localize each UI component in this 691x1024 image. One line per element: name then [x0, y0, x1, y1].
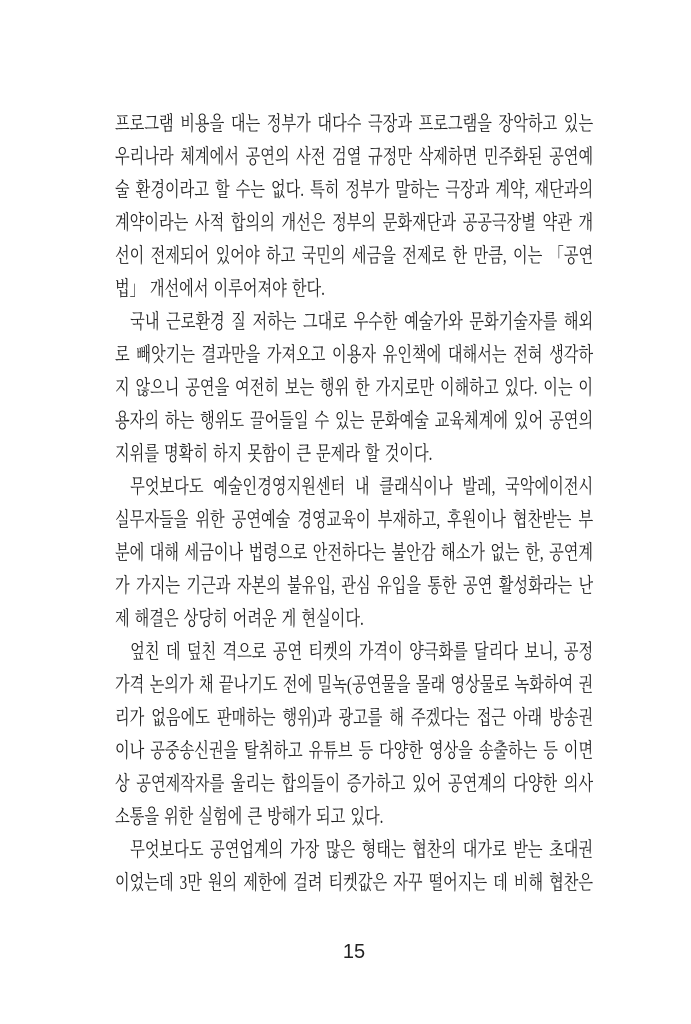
word: 많은	[325, 839, 356, 861]
word: 행위도	[200, 410, 245, 432]
word: 있는	[335, 410, 365, 432]
word: 있어야	[215, 245, 260, 267]
word: 없음에도	[151, 707, 210, 729]
word: 유인책에	[382, 344, 442, 366]
word: 소통을	[115, 806, 159, 828]
text-line	[115, 801, 593, 834]
word: 제	[115, 608, 130, 630]
word: 유입을	[376, 575, 421, 597]
word: 있는	[563, 113, 594, 135]
word: 재단과의	[534, 179, 594, 201]
word: 말하는	[395, 179, 440, 201]
word: 합의의	[230, 212, 275, 234]
text-line	[115, 339, 593, 372]
word: 채	[198, 674, 214, 696]
word: 국내	[130, 311, 160, 333]
word: 계약,	[495, 179, 529, 201]
word: 있다.	[350, 806, 384, 828]
word: 송출하는	[478, 740, 538, 762]
word: 이해하고	[439, 377, 499, 399]
word: 끌어들일	[249, 410, 309, 432]
word: 있다.	[504, 377, 538, 399]
word: 관심	[341, 575, 371, 597]
word: 형태는	[361, 839, 406, 861]
text-line	[115, 834, 593, 867]
word: 수는	[235, 179, 265, 201]
word: 비해	[513, 872, 544, 894]
word: 않으니	[135, 377, 180, 399]
word: 세금이나	[184, 542, 244, 564]
word: 대가로	[462, 839, 507, 861]
word: 있어	[513, 410, 544, 432]
word: 가장	[289, 839, 320, 861]
word: 개선에서	[149, 278, 209, 300]
word: 덮친	[186, 641, 217, 663]
word: 개선은	[281, 212, 326, 234]
word: 데	[493, 872, 508, 894]
word: 명확히	[164, 443, 209, 465]
word: 가격이	[358, 641, 403, 663]
word: 근로환경	[166, 311, 225, 333]
word: 법」	[115, 278, 145, 300]
text-line	[115, 867, 593, 900]
text-line	[115, 702, 593, 735]
text-line	[115, 504, 593, 537]
word: 달리다	[474, 641, 519, 663]
word: 그대로	[303, 311, 348, 333]
word: 것이다.	[384, 443, 433, 465]
body-text	[115, 108, 593, 900]
word: 한다.	[291, 278, 325, 300]
word: 무엇보다도	[130, 476, 204, 498]
word: 사전	[296, 146, 326, 168]
word: 유튜브	[308, 740, 353, 762]
word: 증가하고	[346, 773, 406, 795]
word: 기근과	[186, 575, 231, 597]
word: 후원이나	[447, 509, 506, 531]
word: 불유입,	[287, 575, 335, 597]
word: 발레,	[462, 476, 496, 498]
text-line	[115, 438, 593, 471]
page-number: 15	[342, 941, 366, 963]
word: 밀녹(공연물을	[317, 674, 411, 696]
word: 가지는	[136, 575, 181, 597]
word: 국악에이전시	[505, 476, 594, 498]
word: 이는	[543, 377, 573, 399]
word: 민주화된	[483, 146, 543, 168]
word: 대다수	[317, 113, 362, 135]
word: 여전히	[235, 377, 280, 399]
word: 「공연	[548, 245, 594, 267]
word: 협찬의	[412, 839, 457, 861]
word: 공연의	[245, 146, 290, 168]
word: 대는	[230, 113, 261, 135]
word: 한	[452, 245, 468, 267]
text-line	[115, 669, 593, 702]
word: 분에	[115, 542, 145, 564]
word: 없는	[490, 542, 520, 564]
word: 이	[578, 377, 594, 399]
word: 방송권	[549, 707, 594, 729]
word: 프로그램을	[418, 113, 492, 135]
word: 공중송신권을	[150, 740, 239, 762]
word: 전혀	[513, 344, 543, 366]
word: 실험에	[198, 806, 243, 828]
word: 로	[115, 344, 130, 366]
text-line	[115, 207, 593, 240]
word: 질	[231, 311, 246, 333]
word: 장악하고	[498, 113, 558, 135]
word: 걸려	[293, 872, 323, 894]
word: 티켓값은	[328, 872, 388, 894]
word: 판매하는	[216, 707, 276, 729]
word: 가	[115, 575, 130, 597]
word: 상당히	[183, 608, 228, 630]
word: 무엇보다도	[130, 839, 204, 861]
word: 협찬받는	[512, 509, 572, 531]
word: 이나	[115, 740, 145, 762]
word: 양극화를	[409, 641, 468, 663]
word: 공연	[272, 641, 303, 663]
word: 공정	[563, 641, 594, 663]
word: 빼앗기는	[136, 344, 195, 366]
word: 아래	[512, 707, 543, 729]
word: 프로그램	[115, 113, 174, 135]
word: 결과만을	[201, 344, 261, 366]
word: 다양한	[513, 773, 558, 795]
word: 의사	[563, 773, 594, 795]
word: 사적	[194, 212, 225, 234]
word: 행위)과	[282, 707, 332, 729]
word: 환경이라고	[135, 179, 209, 201]
paragraph	[115, 306, 593, 471]
word: 엎친	[130, 641, 160, 663]
word: 권	[578, 674, 594, 696]
word: 내	[354, 476, 370, 498]
word: 3만	[179, 872, 202, 894]
word: 공연예술	[231, 509, 291, 531]
word: 통한	[427, 575, 457, 597]
word: 가격	[115, 674, 145, 696]
word: 하고	[265, 245, 296, 267]
word: 정부가	[266, 113, 311, 135]
word: 위한	[195, 509, 225, 531]
word: 용자의	[115, 410, 159, 432]
word: 등	[358, 740, 374, 762]
text-line	[115, 141, 593, 174]
word: 세금을	[351, 245, 396, 267]
word: 선이	[115, 245, 145, 267]
word: 공연예	[549, 146, 594, 168]
word: 지	[115, 377, 130, 399]
word: 이었는데	[115, 872, 174, 894]
word: 생각하	[549, 344, 594, 366]
word: 하지	[213, 443, 243, 465]
word: 받는	[513, 839, 543, 861]
word: 문제라	[316, 443, 361, 465]
text-line	[115, 537, 593, 570]
word: 광고를	[338, 707, 383, 729]
word: 전제로	[402, 245, 447, 267]
word: 해	[389, 707, 405, 729]
word: 문화기술자를	[469, 311, 558, 333]
word: 초대권	[549, 839, 594, 861]
word: 활성화라는	[498, 575, 573, 597]
word: 원의	[207, 872, 238, 894]
word: 공공극장별	[462, 212, 536, 234]
text-line	[115, 603, 593, 636]
word: 공연계의	[447, 773, 507, 795]
word: 가져오고	[266, 344, 326, 366]
word: 이면	[563, 740, 594, 762]
word: 교육체계에	[434, 410, 509, 432]
paragraph	[115, 108, 593, 306]
word: 문화재단과	[382, 212, 457, 234]
word: 할	[214, 179, 230, 201]
word: 없다.	[270, 179, 305, 201]
word: 검열	[332, 146, 362, 168]
word: 공연	[463, 575, 493, 597]
text-line	[115, 768, 593, 801]
word: 행위	[319, 377, 350, 399]
word: 안전하다는	[312, 542, 387, 564]
word: 논의가	[149, 674, 194, 696]
word: 큰	[296, 443, 312, 465]
word: 리가	[115, 707, 145, 729]
word: 접근	[476, 707, 506, 729]
word: 큰	[247, 806, 263, 828]
word: 전제되어	[150, 245, 210, 267]
word: 해외	[563, 311, 594, 333]
word: 대해	[149, 542, 180, 564]
word: 울리는	[230, 773, 275, 795]
word: 데	[165, 641, 181, 663]
text-line	[115, 735, 593, 768]
word: 끝나기도	[218, 674, 278, 696]
word: 삭제하면	[418, 146, 478, 168]
word: 실무자들을	[115, 509, 189, 531]
word: 할	[365, 443, 380, 465]
paragraph	[115, 834, 593, 900]
word: 부재하고,	[377, 509, 441, 531]
text-line	[115, 306, 593, 339]
word: 티켓의	[308, 641, 353, 663]
word: 체계에서	[180, 146, 239, 168]
word: 못함이	[247, 443, 292, 465]
word: 협찬은	[549, 872, 594, 894]
word: 공연의	[549, 410, 594, 432]
word: 문화예술	[370, 410, 429, 432]
word: 보는	[284, 377, 315, 399]
word: 우리나라	[115, 146, 174, 168]
word: 비용을	[180, 113, 225, 135]
word: 경영교육이	[297, 509, 371, 531]
word: 공연계	[549, 542, 594, 564]
word: 합의들이	[281, 773, 341, 795]
paragraph	[115, 471, 593, 636]
word: 등	[543, 740, 558, 762]
word: 극장과	[368, 113, 413, 135]
word: 주겠다는	[410, 707, 470, 729]
word: 공연업계의	[210, 839, 284, 861]
word: 정부가	[345, 179, 390, 201]
word: 계약이라는	[115, 212, 189, 234]
word: 규정만	[367, 146, 412, 168]
word: 저하는	[252, 311, 297, 333]
word: 위한	[164, 806, 194, 828]
word: 법령으로	[248, 542, 308, 564]
word: 예술가와	[404, 311, 463, 333]
word: 대해서는	[447, 344, 507, 366]
word: 수	[314, 410, 330, 432]
text-line	[115, 108, 593, 141]
word: 이루어져야	[213, 278, 287, 300]
word: 이용자	[332, 344, 377, 366]
word: 부	[578, 509, 594, 531]
word: 영상을	[428, 740, 473, 762]
text-line	[115, 636, 593, 669]
word: 가지로만	[375, 377, 435, 399]
word: 해결은	[134, 608, 179, 630]
text-line	[115, 174, 593, 207]
word: 보니,	[524, 641, 558, 663]
word: 하는	[164, 410, 195, 432]
word: 지위를	[115, 443, 159, 465]
word: 제한에	[243, 872, 288, 894]
word: 술	[115, 179, 130, 201]
word: 불안감	[391, 542, 436, 564]
word: 우수한	[353, 311, 398, 333]
word: 해소가	[440, 542, 485, 564]
word: 있어	[411, 773, 442, 795]
word: 떨어지는	[428, 872, 488, 894]
word: 방해가	[267, 806, 312, 828]
word: 클래식이나	[379, 476, 453, 498]
word: 되고	[316, 806, 346, 828]
word: 현실이다.	[301, 608, 364, 630]
word: 정부의	[332, 212, 377, 234]
text-line	[115, 570, 593, 603]
word: 격으로	[222, 641, 267, 663]
word: 몰래	[415, 674, 446, 696]
word: 어려운	[232, 608, 277, 630]
word: 다양한	[378, 740, 423, 762]
word: 개	[578, 212, 594, 234]
word: 이는	[512, 245, 543, 267]
word: 극장과	[445, 179, 490, 201]
word: 탈취하고	[244, 740, 303, 762]
word: 약관	[542, 212, 572, 234]
word: 한	[355, 377, 370, 399]
text-line	[115, 372, 593, 405]
text-line	[115, 273, 593, 306]
word: 특히	[310, 179, 340, 201]
word: 만큼,	[473, 245, 507, 267]
word: 게	[281, 608, 297, 630]
text-line	[115, 405, 593, 438]
text-line	[115, 471, 593, 504]
word: 전에	[282, 674, 313, 696]
word: 국민의	[301, 245, 346, 267]
word: 공연제작자를	[136, 773, 225, 795]
word: 한,	[525, 542, 544, 564]
word: 상	[115, 773, 130, 795]
word: 난	[578, 575, 594, 597]
word: 예술인경영지원센터	[213, 476, 346, 498]
word: 영상물로	[450, 674, 510, 696]
word: 자본의	[236, 575, 281, 597]
paragraph	[115, 636, 593, 834]
text-line	[115, 240, 593, 273]
word: 자꾸	[393, 872, 423, 894]
word: 공연을	[185, 377, 230, 399]
word: 녹화하여	[514, 674, 574, 696]
